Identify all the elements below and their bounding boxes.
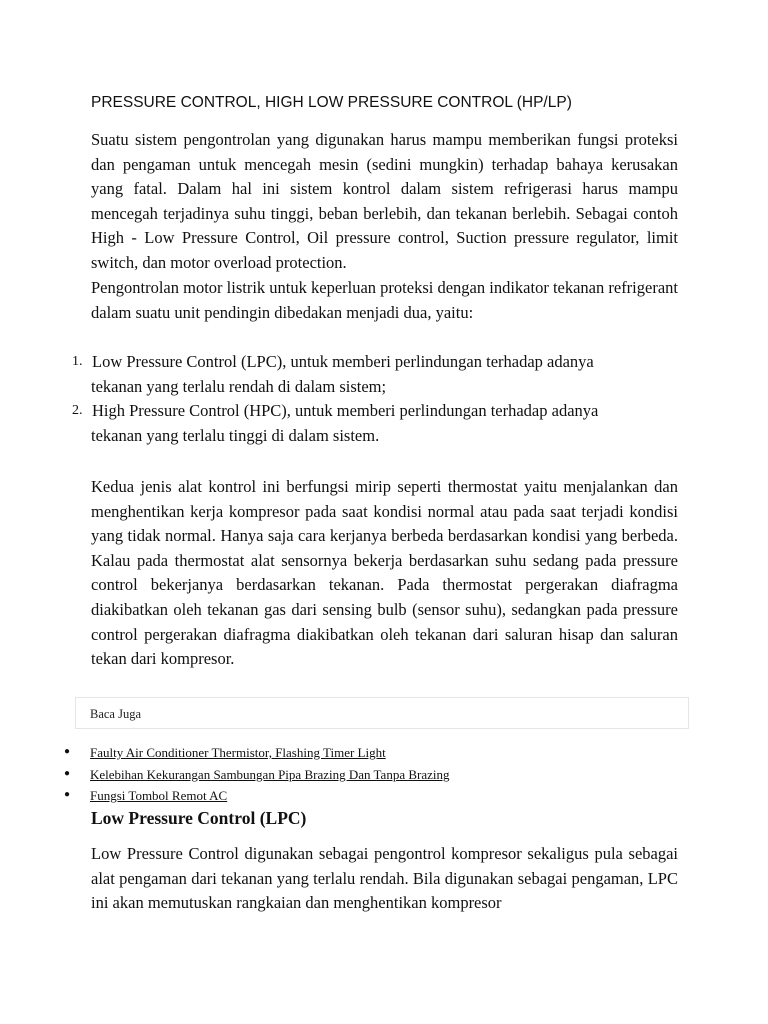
list-item-line: tekanan yang terlalu tinggi di dalam sistem. — [91, 425, 380, 445]
list-item — [72, 399, 672, 448]
list-item — [72, 350, 672, 399]
baca-juga-box — [75, 697, 689, 729]
lpc-paragraph: Low Pressure Control digunakan sebagai pengontrol kompresor sekaligus pula sebagai alat pengaman dari tekanan yang terlalu rendah. Bila digunakan sebagai pengaman, LPC ini akan memutuskan rangkaian dan menghentikan kompresor — [91, 844, 678, 913]
list-number: 2. — [72, 403, 83, 419]
comparison-paragraph: Kedua jenis alat kontrol ini berfungsi mirip seperti thermostat yaitu menjalankan dan menghentikan kerja kompresor pada saat kondisi normal atau pada saat terjadi kondisi yang tidak normal. Hanya saja cara kerjanya berbeda berdasarkan kondisi yang berbeda. Kalau pada thermostat alat sensornya bekerja berdasarkan suhu sedang pada pressure control bekerjanya berdasarkan tekanan. Pada thermostat pergerakan diafragma diakibatkan oleh tekanan gas dari sensing bulb (sensor suhu), sedangkan pada pressure control pergerakan diafragma diakibatkan oleh tekanan dari saluran hisap dan saluran tekan dari kompresor. — [91, 477, 678, 669]
list-number: 1. — [72, 354, 83, 369]
classification-paragraph: Pengontrolan motor listrik untuk keperluan proteksi dengan indikator tekanan refrigerant dalam suatu unit pendingin dibedakan menjadi dua, yaitu: — [91, 278, 678, 322]
list-item-line: Low Pressure Control (LPC), untuk memberi perlindungan terhadap adanya — [92, 352, 594, 371]
intro-paragraph: Suatu sistem pengontrolan yang digunakan harus mampu memberikan fungsi proteksi dan pengaman untuk mencegah mesin (sedini mungkin) terhadap bahaya kerusakan yang fatal. Dalam hal ini sistem kontrol dalam sistem refrigerasi harus mampu mencegah terjadinya suhu tinggi, beban berlebih, dan tekanan berlebih. Sebagai contoh High - Low Pressure Control, Oil pressure control, Suction pressure regulator, limit switch, dan motor overload protection. — [91, 130, 678, 272]
section-heading-suffix: (LPC) — [255, 808, 307, 828]
baca-juga-label: Baca Juga — [90, 707, 142, 721]
section-heading-bold: Low Pressure Control — [91, 808, 256, 828]
related-link[interactable]: Kelebihan Kekurangan Sambungan Pipa Brazing Dan Tanpa Brazing — [90, 766, 450, 782]
bullet-icon: ● — [64, 746, 71, 757]
related-link[interactable]: Faulty Air Conditioner Thermistor, Flashing Timer Light — [90, 745, 386, 760]
bullet-icon: ● — [64, 767, 71, 779]
list-item-line: tekanan yang terlalu rendah di dalam sistem; — [91, 376, 387, 396]
list-item-line: High Pressure Control (HPC), untuk memberi perlindungan terhadap adanya — [92, 401, 599, 421]
related-link[interactable]: Fungsi Tombol Remot AC — [90, 788, 228, 803]
section-heading — [91, 808, 306, 829]
page-title: PRESSURE CONTROL, HIGH LOW PRESSURE CONTROL (HP/LP) — [91, 94, 572, 111]
pressure-control-list — [72, 350, 672, 448]
bullet-icon: ● — [64, 789, 71, 800]
